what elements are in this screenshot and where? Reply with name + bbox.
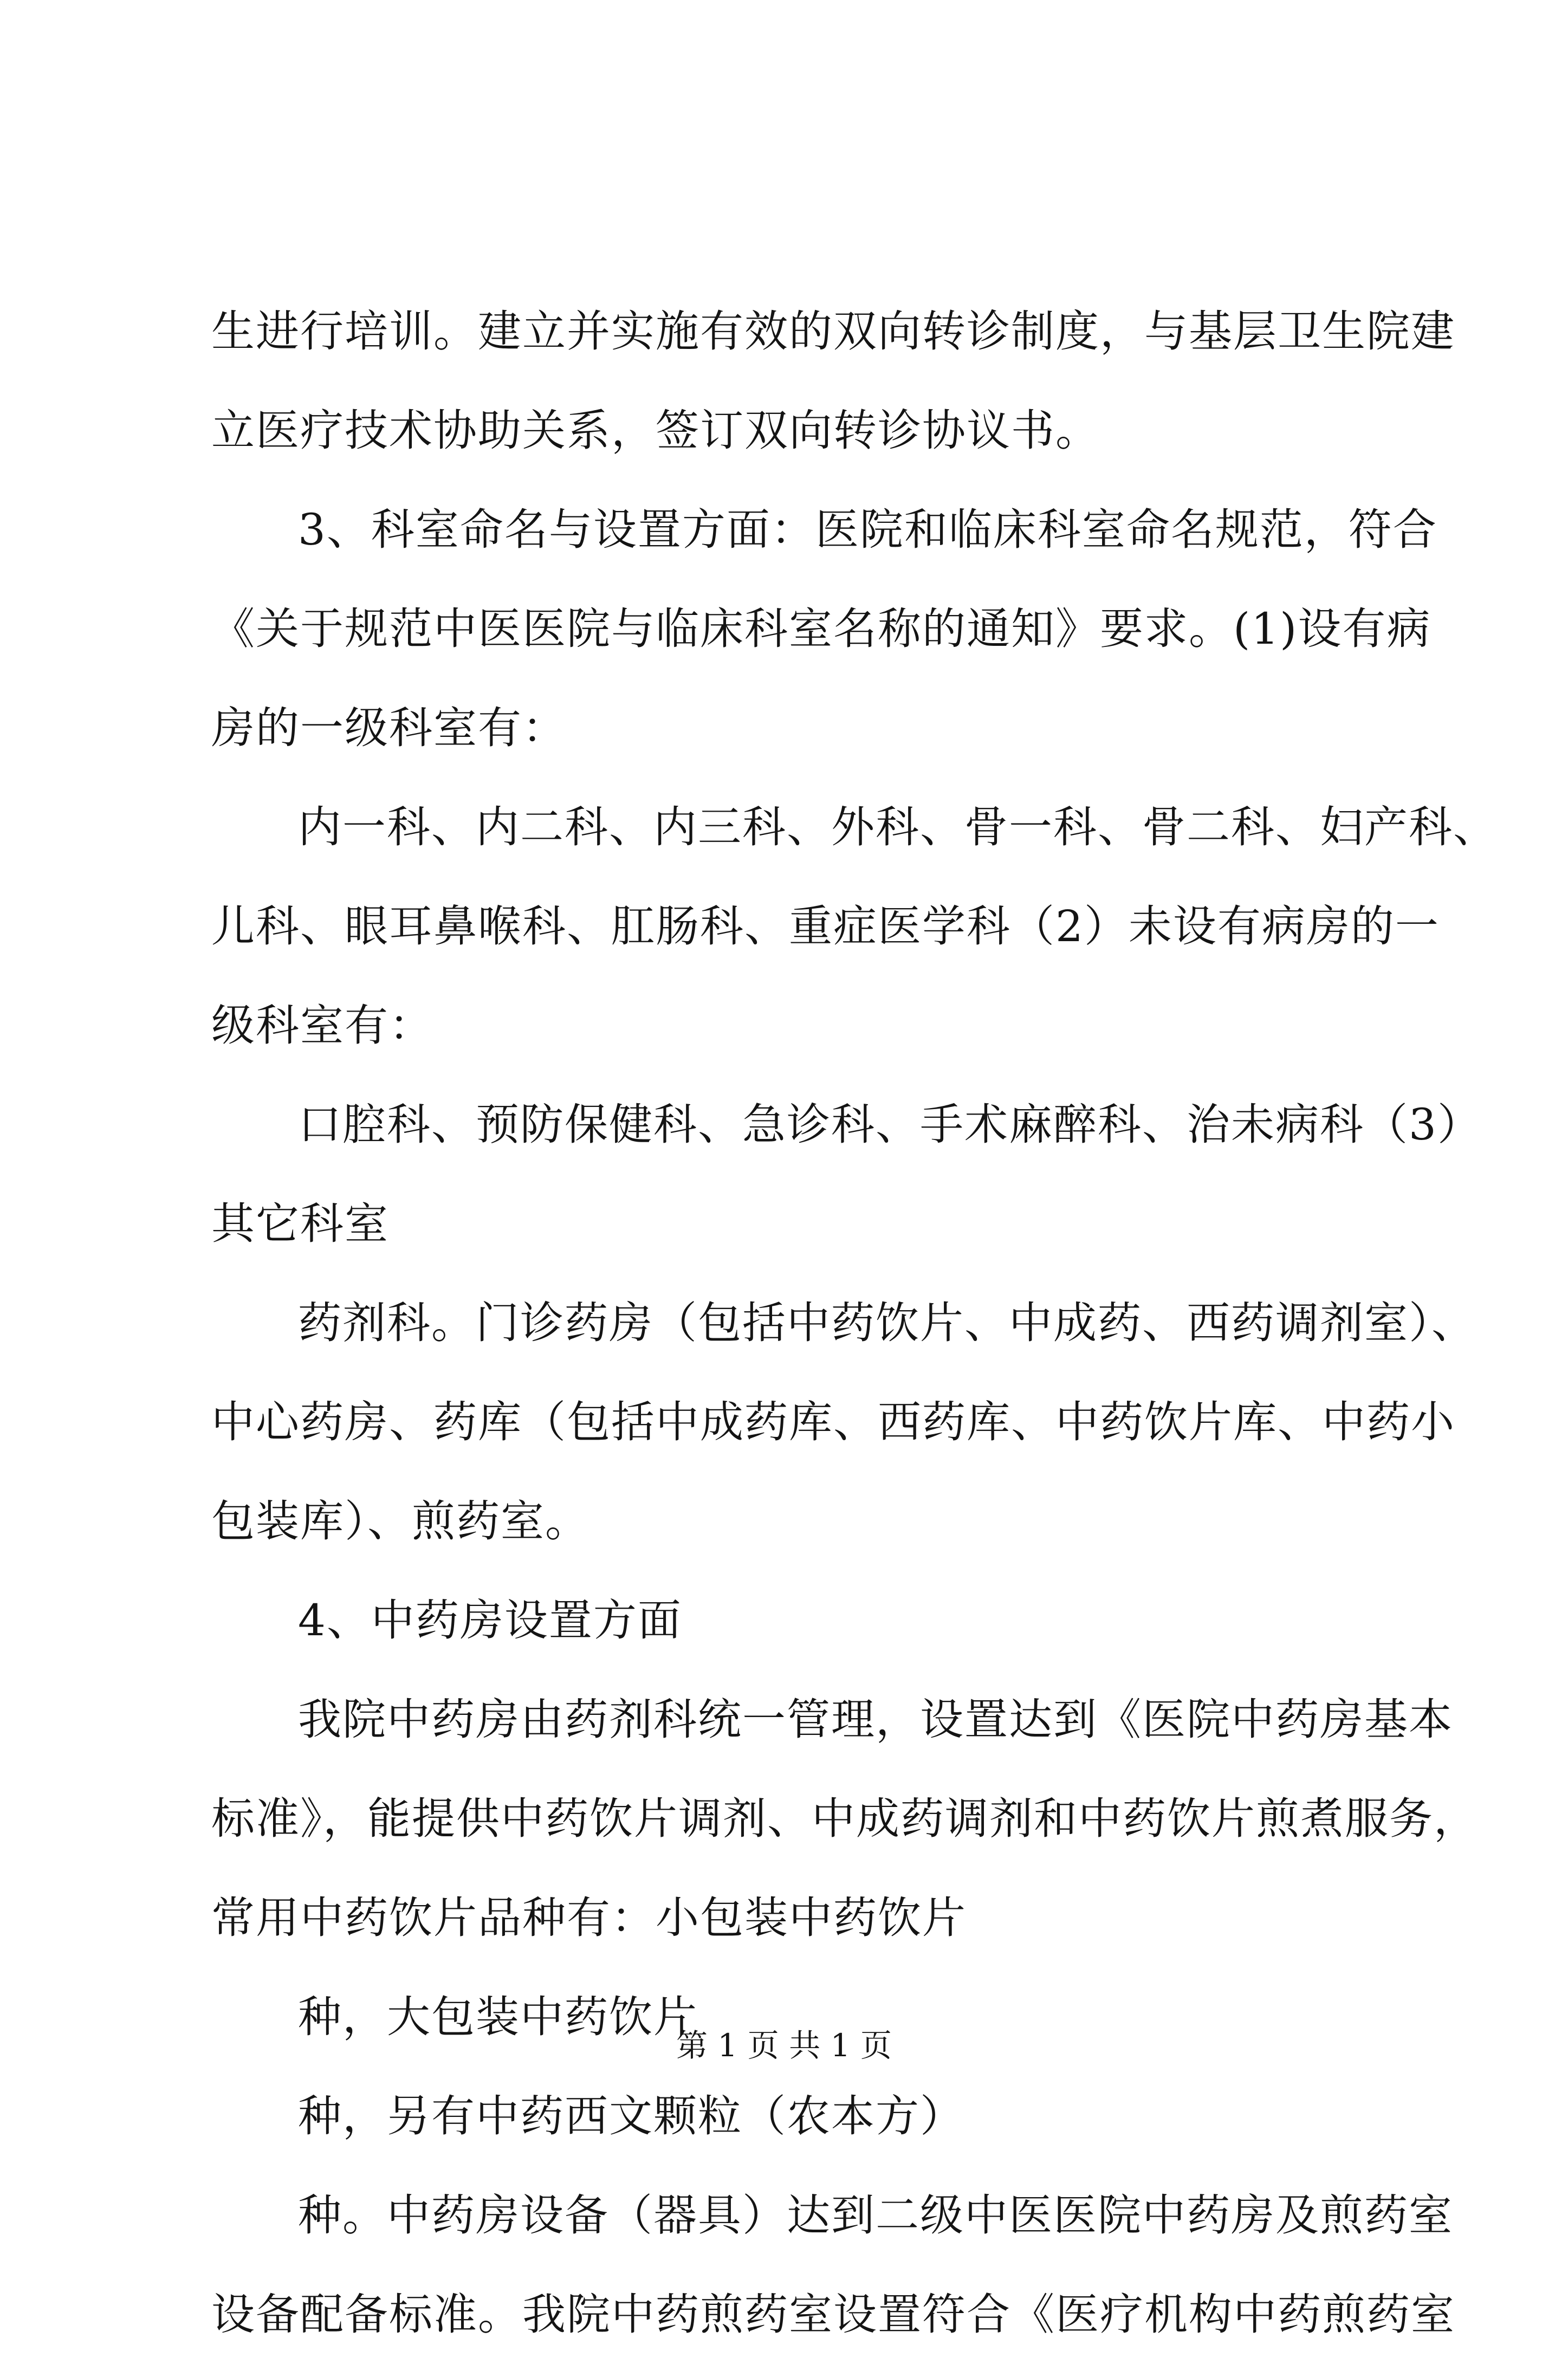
text-line: 药剂科。门诊药房（包括中药饮片、中成药、西药调剂室）、 — [298, 1298, 1476, 1348]
text-line: 中心药房、药库（包括中成药库、西药库、中药饮片库、中药小 — [211, 1397, 1455, 1447]
text-line: 种，另有中药西文颗粒（农本方） — [298, 2091, 964, 2141]
text-line: 我院中药房由药剂科统一管理，设置达到《医院中药房基本 — [298, 1694, 1453, 1745]
text-line: 级科室有： — [211, 1000, 433, 1051]
text-line: 设备配备标准。我院中药煎药室设置符合《医疗机构中药煎药室 — [211, 2289, 1455, 2340]
text-line: 口腔科、预防保健科、急诊科、手术麻醉科、治未病科（3） — [298, 1099, 1482, 1150]
text-line: 种。中药房设备（器具）达到二级中医医院中药房及煎药室 — [298, 2190, 1453, 2240]
text-line: 标准》，能提供中药饮片调剂、中成药调剂和中药饮片煎煮服务， — [211, 1793, 1478, 1844]
text-line: 包装库）、煎药室。 — [211, 1496, 589, 1546]
page-footer — [0, 2024, 1568, 2067]
text-line: 常用中药饮片品种有：小包装中药饮片 — [211, 1893, 967, 1943]
text-line: 生进行培训。建立并实施有效的双向转诊制度，与基层卫生院建 — [211, 306, 1455, 357]
text-line: 《关于规范中医医院与临床科室名称的通知》要求。(1)设有病 — [211, 604, 1431, 654]
text-line: 其它科室 — [211, 1199, 389, 1249]
section-heading-departments: 3、科室命名与设置方面：医院和临床科室命名规范，符合 — [298, 504, 1437, 555]
text-line: 立医疗技术协助关系，签订双向转诊协议书。 — [211, 405, 1100, 456]
page-number-label: 第 1 页 共 1 页 — [676, 2027, 892, 2064]
text-line: 儿科、眼耳鼻喉科、肛肠科、重症医学科（2）未设有病房的一 — [211, 901, 1440, 951]
text-line: 种，大包装中药饮片 — [298, 1992, 698, 2042]
section-heading-pharmacy: 4、中药房设置方面 — [298, 1595, 682, 1646]
text-line: 内一科、内二科、内三科、外科、骨一科、骨二科、妇产科、 — [298, 802, 1498, 852]
text-line: 房的一级科室有： — [211, 703, 567, 753]
